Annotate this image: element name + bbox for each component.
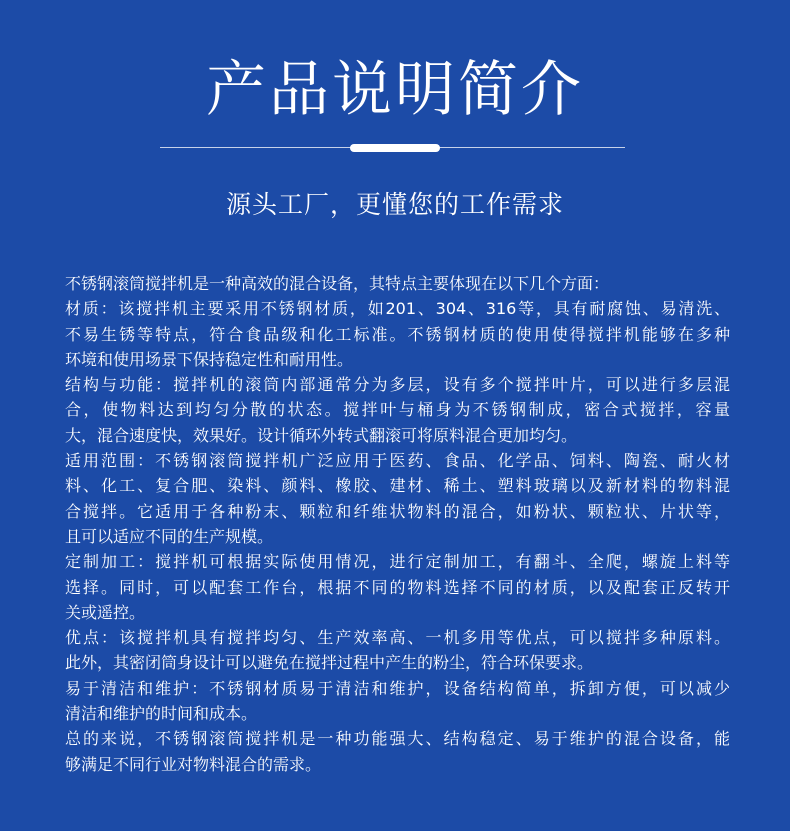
text-line: 大，混合速度快，效果好。设计循环外转式翻滚可将原料混合更加均匀。 <box>65 425 578 445</box>
page-title: 产品说明简介 <box>206 55 584 125</box>
text-line: 材质：该搅拌机主要采用不锈钢材质，如201、304、316等，具有耐腐蚀、易清洗、 <box>65 299 730 319</box>
paragraph-summary <box>65 726 730 777</box>
paragraph-customization <box>65 549 730 625</box>
text-line: 合搅拌。它适用于各种粉末、颗粒和纤维状物料的混合，如粉状、颗粒状、片状等， <box>65 501 730 521</box>
text-line: 结构与功能：搅拌机的滚筒内部通常分为多层，设有多个搅拌叶片，可以进行多层混 <box>65 375 730 395</box>
text-line: 关或遥控。 <box>65 602 146 622</box>
page-subtitle: 源头工厂，更懂您的工作需求 <box>225 190 564 219</box>
paragraph-application <box>65 448 730 549</box>
text-line: 清洁和维护的时间和成本。 <box>65 704 258 724</box>
text-line: 且可以适应不同的生产规模。 <box>65 526 274 546</box>
text-line: 选择。同时，可以配套工作台，根据不同的物料选择不同的材质，以及配套正反转开 <box>65 577 730 597</box>
text-line: 不易生锈等特点，符合食品级和化工标准。不锈钢材质的使用使得搅拌机能够在多种 <box>65 324 730 344</box>
text-line: 定制加工：搅拌机可根据实际使用情况，进行定制加工，有翻斗、全爬，螺旋上料等 <box>65 552 730 572</box>
text-line: 够满足不同行业对物料混合的需求。 <box>65 754 322 774</box>
text-line: 不锈钢滚筒搅拌机是一种高效的混合设备，其特点主要体现在以下几个方面： <box>65 274 610 293</box>
text-line: 优点：该搅拌机具有搅拌均匀、生产效率高、一机多用等优点，可以搅拌多种原料。 <box>65 628 730 648</box>
title-divider-accent <box>350 144 440 152</box>
paragraph-intro <box>65 271 730 296</box>
text-line: 环境和使用场景下保持稳定性和耐用性。 <box>65 349 354 369</box>
text-line: 适用范围：不锈钢滚筒搅拌机广泛应用于医药、食品、化学品、饲料、陶瓷、耐火材 <box>65 451 730 471</box>
paragraph-material <box>65 296 730 372</box>
paragraph-structure <box>65 372 730 448</box>
text-line: 料、化工、复合肥、染料、颜料、橡胶、建材、稀土、塑料玻璃以及新材料的物料混 <box>65 476 730 496</box>
paragraph-maintenance <box>65 676 730 727</box>
text-line: 易于清洁和维护：不锈钢材质易于清洁和维护，设备结构简单，拆卸方便，可以减少 <box>65 678 730 698</box>
paragraph-advantages <box>65 625 730 676</box>
text-line: 此外，其密闭筒身设计可以避免在搅拌过程中产生的粉尘，符合环保要求。 <box>65 653 594 673</box>
text-line: 总的来说，不锈钢滚筒搅拌机是一种功能强大、结构稳定、易于维护的混合设备，能 <box>65 729 730 749</box>
text-line: 合，使物料达到均匀分散的状态。搅拌叶与桶身为不锈钢制成，密合式搅拌，容量 <box>65 400 730 420</box>
product-description <box>65 271 730 777</box>
